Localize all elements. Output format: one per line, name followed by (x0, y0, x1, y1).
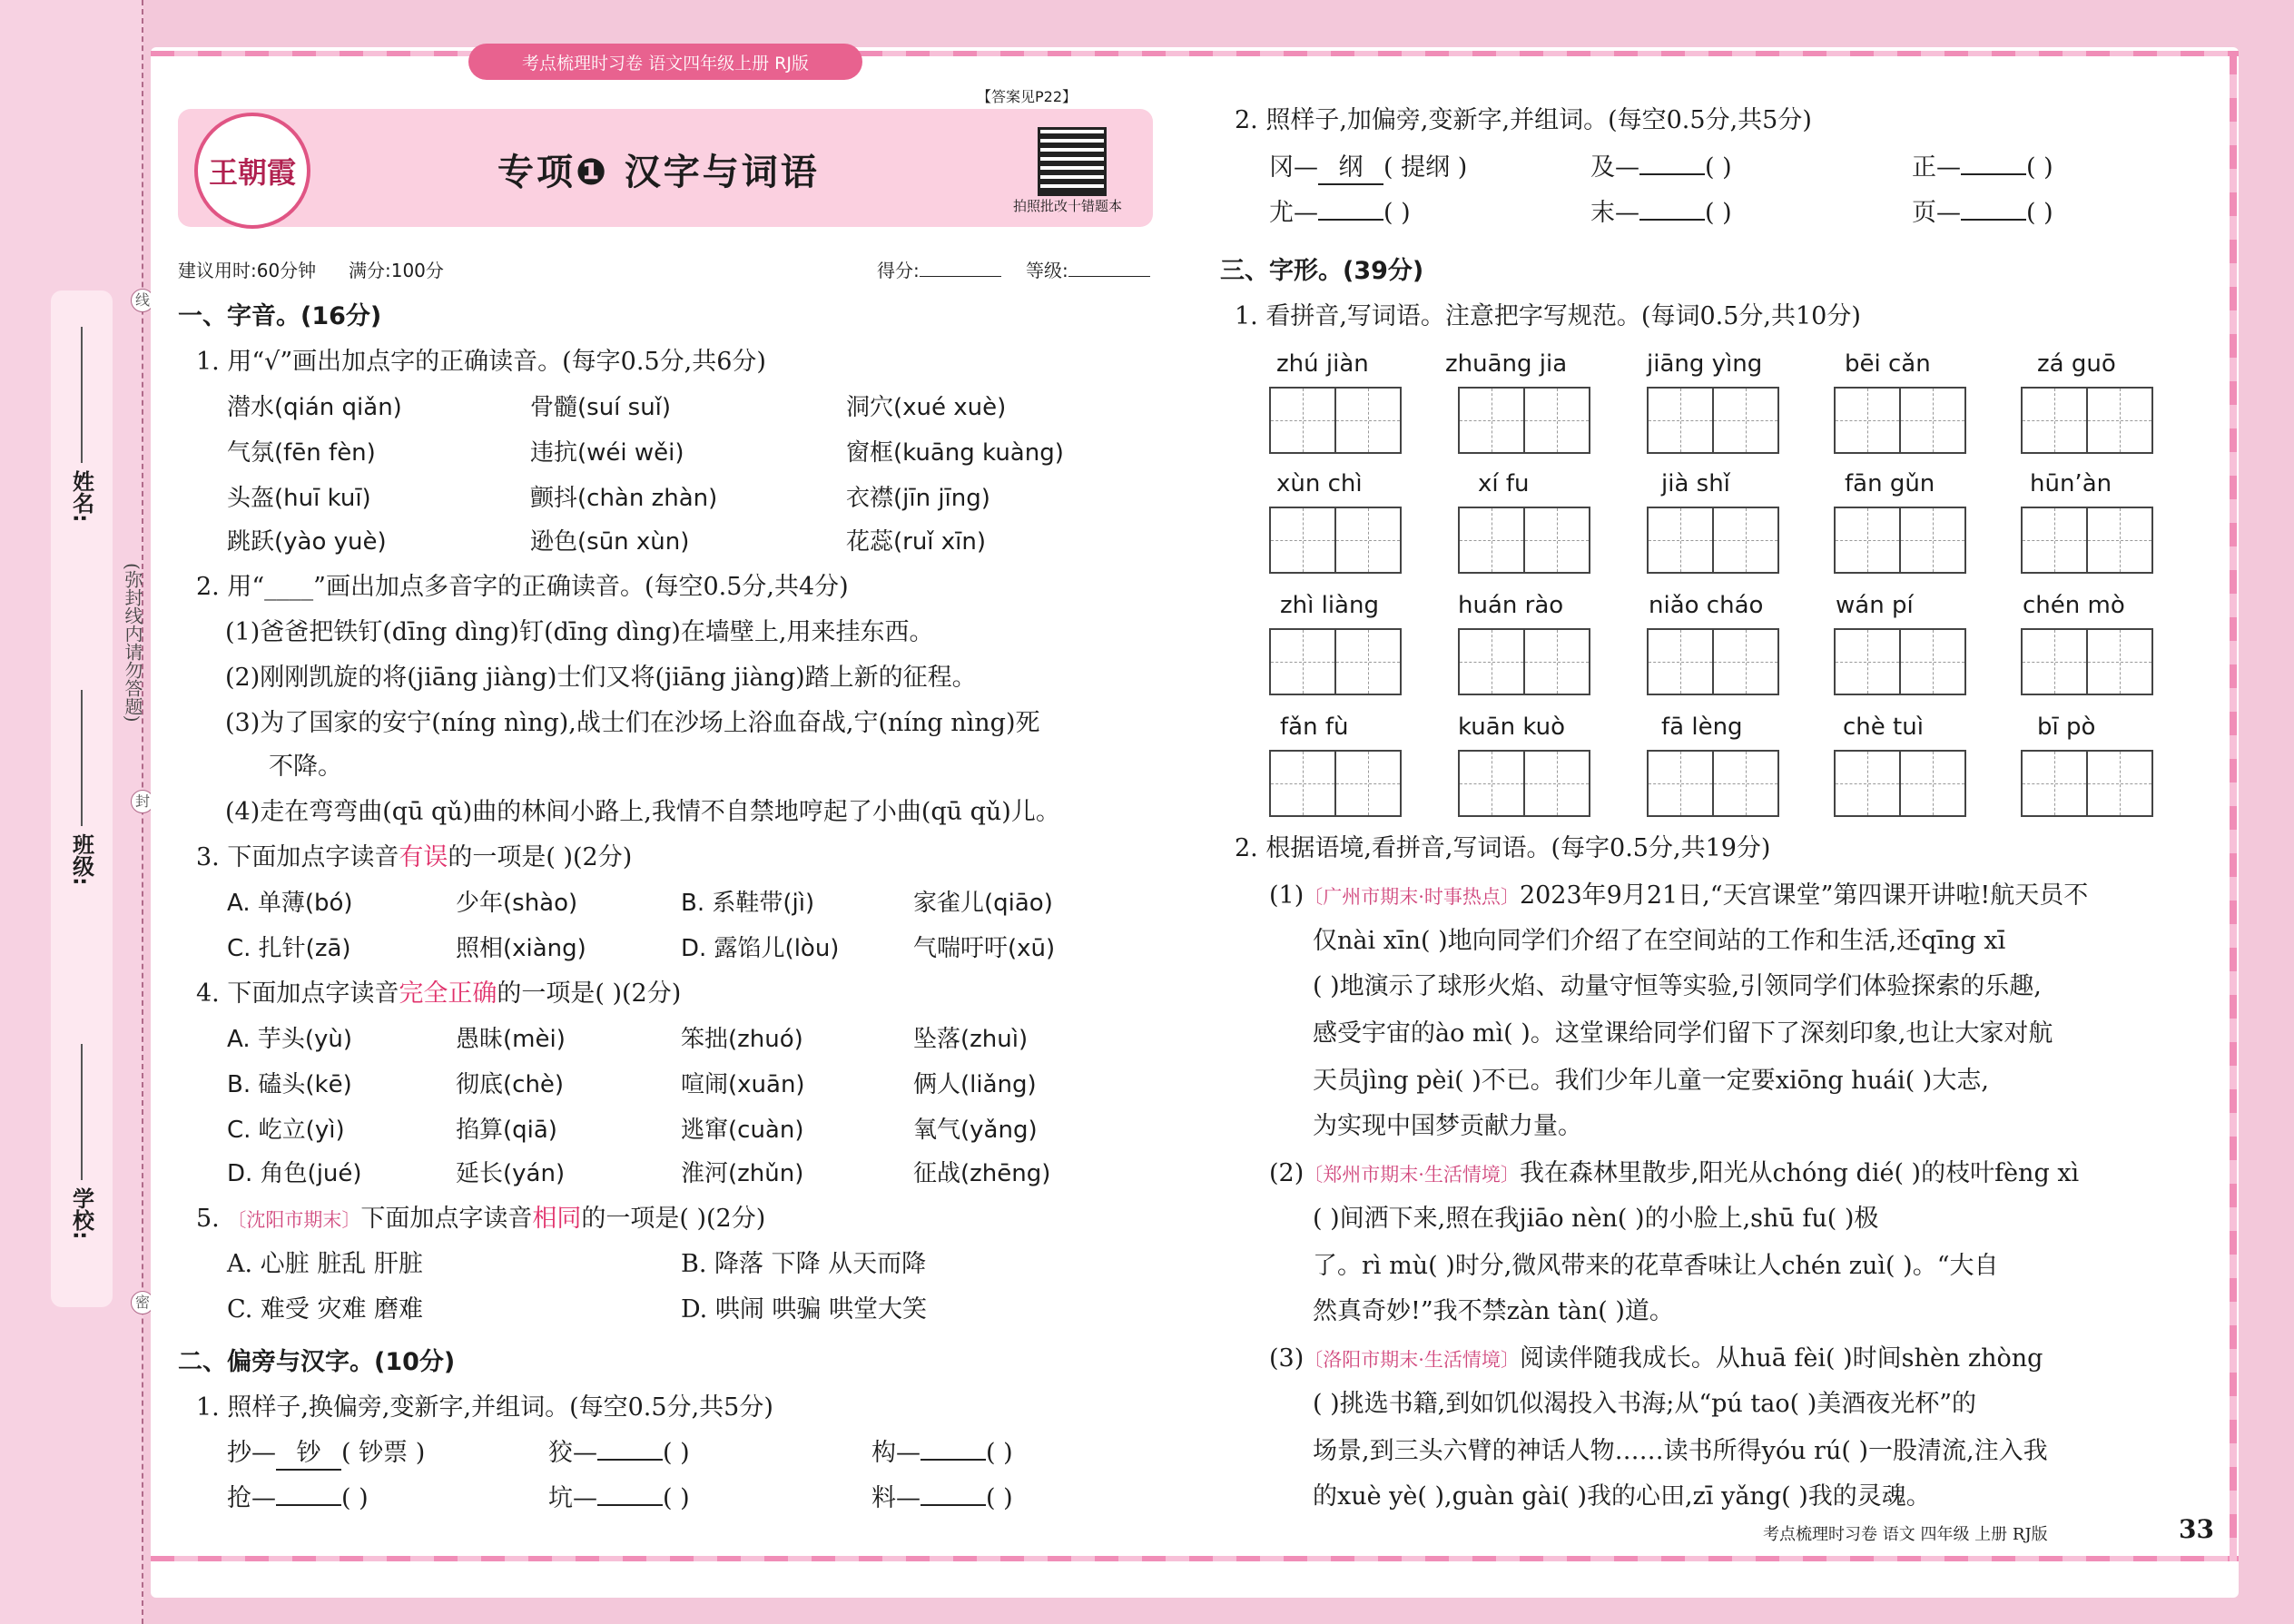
class-field[interactable] (56, 690, 107, 886)
q3-option[interactable]: A. 单薄(bó) (227, 890, 353, 917)
writing-grid[interactable] (1269, 628, 1402, 695)
writing-grid[interactable] (1458, 387, 1590, 454)
s2-q2-item[interactable]: 尤— ( ) (1269, 199, 1411, 227)
right-edge-decoration (2230, 51, 2237, 1561)
writing-grid[interactable] (1269, 750, 1402, 817)
q3-option[interactable]: C. 扎针(zā) (227, 935, 351, 962)
section-title-radicals: 二、偏旁与汉字。(10分) (178, 1348, 456, 1376)
q5-title: 5. 〔沈阳市期末〕下面加点字读音相同的一项是( )(2分) (196, 1205, 766, 1233)
pinyin-label: fǎn fù (1280, 714, 1349, 741)
passage-1-line[interactable]: 仅nài xīn( )地向同学们介绍了在空间站的工作和生活,还qīng xī (1313, 927, 2006, 955)
q5-option[interactable]: A. 心脏 脏乱 肝脏 (227, 1250, 423, 1278)
class-label: 班级: (68, 833, 94, 886)
pinyin-label: chè tuì (1843, 714, 1924, 741)
q5-option[interactable]: B. 降落 下降 从天而降 (681, 1250, 927, 1278)
passage-3-line[interactable]: ( )挑选书籍,到如饥似渴投入书海;从“pú tao( )美酒夜光杯”的 (1313, 1390, 1977, 1418)
q4-option[interactable]: 愚昧(mèi) (456, 1026, 566, 1053)
q3-option[interactable]: D. 露馅儿(lòu) (681, 935, 840, 962)
s2-q1-item[interactable]: 构— ( ) (871, 1439, 1013, 1467)
pinyin-label: wán pí (1836, 592, 1914, 619)
q3-option[interactable]: 气喘吁吁(xū) (913, 935, 1056, 962)
q1-item[interactable]: 花蕊(ruǐ xīn) (846, 528, 987, 556)
pinyin-label: zhì liàng (1280, 592, 1379, 619)
seal-mark-seal: 封 (131, 790, 154, 813)
pinyin-label: fān gǔn (1845, 470, 1935, 497)
pinyin-label: xùn chì (1276, 470, 1363, 497)
s2-q1-item[interactable]: 狡— ( ) (548, 1439, 690, 1467)
pinyin-label: niǎo cháo (1649, 592, 1764, 619)
q1-item[interactable]: 逊色(sūn xùn) (530, 528, 690, 556)
q1-item[interactable]: 衣襟(jīn jīng) (846, 485, 990, 512)
passage-2-line[interactable]: ( )间洒下来,照在我jiāo nèn( )的小脸上,shū fu( )极 (1313, 1205, 1879, 1233)
q4-option[interactable]: 笨拙(zhuó) (681, 1026, 803, 1053)
seal-mark-secret: 密 (131, 1291, 154, 1314)
class-line (81, 690, 83, 826)
s2-q1-item[interactable]: 坑— ( ) (548, 1484, 690, 1512)
q4-option[interactable]: 掐算(qiā) (456, 1117, 557, 1144)
section-title-pronunciation: 一、字音。(16分) (178, 302, 382, 330)
writing-grid[interactable] (1458, 628, 1590, 695)
s2-q1-title: 1. 照样子,换偏旁,变新字,并组词。(每空0.5分,共5分) (196, 1393, 773, 1422)
q2-item[interactable]: (3)为了国家的安宁(níng nìng),战士们在沙场上浴血奋战,宁(níng nìng)死 (225, 709, 1040, 737)
q1-item[interactable]: 气氛(fēn fèn) (227, 439, 376, 467)
writing-grid[interactable] (1647, 750, 1779, 817)
page-title: 专项❶ 汉字与词语 (497, 152, 820, 193)
q1-item[interactable]: 洞穴(xué xuè) (846, 394, 1007, 421)
page-number: 33 (2179, 1514, 2214, 1544)
s2-q2-item[interactable]: 冈— 纲 ( 提纲 ) (1269, 153, 1467, 185)
q1-item[interactable]: 窗框(kuāng kuàng) (846, 439, 1064, 467)
q4-option[interactable]: B. 磕头(kē) (227, 1071, 352, 1098)
q4-title: 4. 下面加点字读音完全正确的一项是( )(2分) (196, 979, 682, 1008)
q3-option[interactable]: 少年(shào) (456, 890, 578, 917)
q4-option[interactable]: C. 屹立(yì) (227, 1117, 345, 1144)
grade-label: 等级: (1026, 256, 1150, 282)
q4-option[interactable]: 延长(yán) (456, 1160, 566, 1187)
q4-option[interactable]: 俩人(liǎng) (913, 1071, 1037, 1098)
passage-1-line: 为实现中国梦贡献力量。 (1313, 1112, 1582, 1140)
s2-q1-item[interactable]: 抢— ( ) (227, 1484, 369, 1512)
school-field[interactable] (56, 1044, 107, 1240)
score-label: 得分: (877, 256, 1001, 282)
q2-item[interactable]: (4)走在弯弯曲(qū qǔ)曲的林间小路上,我情不自禁地哼起了小曲(qū qǔ)儿。 (225, 798, 1060, 826)
writing-grid[interactable] (1269, 387, 1402, 454)
q5-option[interactable]: D. 哄闹 哄骗 哄堂大笑 (681, 1295, 928, 1324)
q4-option[interactable]: 氧气(yǎng) (913, 1117, 1038, 1144)
series-pill: 考点梳理时习卷 语文四年级上册 RJ版 (468, 44, 862, 80)
s2-q1-item[interactable]: 料— ( ) (871, 1484, 1013, 1512)
writing-grid[interactable] (1834, 507, 1966, 574)
pinyin-label: zá guō (2037, 350, 2116, 378)
qr-code-icon[interactable] (1038, 127, 1107, 196)
full-score: 满分:100分 (349, 260, 444, 281)
q1-item[interactable]: 颤抖(chàn zhàn) (530, 485, 718, 512)
top-edge-decoration (151, 51, 2239, 56)
qr-caption: 拍照批改十错题本 (1013, 198, 1123, 214)
passage-3-line[interactable]: 的xuè yè( ),guàn gài( )我的心田,zī yǎng( )我的灵魂。 (1313, 1482, 1931, 1511)
pinyin-label: zhuāng jia (1445, 350, 1568, 378)
writing-grid[interactable] (2021, 507, 2153, 574)
writing-grid[interactable] (1458, 750, 1590, 817)
passage-2-line[interactable]: 然真奇妙!”我不禁zàn tàn( )道。 (1313, 1297, 1674, 1325)
section-title-glyphs: 三、字形。(39分) (1220, 257, 1424, 285)
pinyin-label: xí fu (1478, 470, 1530, 497)
q4-option[interactable]: A. 芋头(yù) (227, 1026, 353, 1053)
name-line (81, 327, 83, 463)
passage-2-line[interactable]: (2)〔郑州市期末·生活情境〕我在森林里散步,阳光从chóng dié( )的枝叶fèng xì (1269, 1159, 2080, 1187)
time-suggestion: 建议用时:60分钟 (178, 260, 317, 281)
writing-grid[interactable] (1647, 628, 1779, 695)
writing-grid[interactable] (1647, 507, 1779, 574)
pinyin-label: jiāng yìng (1647, 350, 1763, 378)
passage-1-line[interactable]: (1)〔广州市期末·时事热点〕2023年9月21日,“天宫课堂”第四课开讲啦!航天员不 (1269, 881, 2089, 910)
s2-q2-item[interactable]: 及— ( ) (1590, 153, 1732, 182)
writing-grid[interactable] (1269, 507, 1402, 574)
school-label: 学校: (68, 1187, 94, 1240)
q4-option[interactable]: D. 角色(jué) (227, 1160, 362, 1187)
name-field[interactable] (56, 327, 107, 523)
q4-option[interactable]: 坠落(zhuì) (913, 1026, 1029, 1053)
q1-title: 1. 用“√”画出加点字的正确读音。(每字0.5分,共6分) (196, 348, 766, 376)
s3-q1-title: 1. 看拼音,写词语。注意把字写规范。(每词0.5分,共10分) (1235, 302, 1861, 330)
q4-option[interactable]: 逃窜(cuàn) (681, 1117, 804, 1144)
seal-mark-line: 线 (131, 289, 154, 312)
q2-item-continued: 不降。 (269, 753, 342, 781)
s3-q2-title: 2. 根据语境,看拼音,写词语。(每字0.5分,共19分) (1235, 834, 1771, 862)
s2-q2-item[interactable]: 正— ( ) (1912, 153, 2053, 182)
q4-option[interactable]: 喧闹(xuān) (681, 1071, 805, 1098)
pinyin-label: jià shǐ (1661, 470, 1730, 497)
pinyin-label: bēi cǎn (1845, 350, 1931, 378)
writing-grid[interactable] (2021, 750, 2153, 817)
q4-option[interactable]: 征战(zhēng) (913, 1160, 1051, 1187)
passage-1-line[interactable]: ( )地演示了球形火焰、动量守恒等实验,引领同学们体验探索的乐趣, (1313, 972, 2042, 1000)
answer-reference: 【答案见P22】 (977, 88, 1078, 105)
passage-3-line[interactable]: (3)〔洛阳市期末·生活情境〕阅读伴随我成长。从huā fèi( )时间shèn zhòng (1269, 1344, 2043, 1373)
s2-q2-title: 2. 照样子,加偏旁,变新字,并组词。(每空0.5分,共5分) (1235, 106, 1812, 134)
pinyin-label: chén mò (2023, 592, 2125, 619)
s2-q2-item[interactable]: 页— ( ) (1912, 199, 2053, 227)
writing-grid[interactable] (1834, 387, 1966, 454)
passage-3-line[interactable]: 场景,到三头六臂的神话人物……读书所得yóu rú( )一股清流,注入我 (1313, 1437, 2048, 1465)
q1-item[interactable]: 骨髓(suí suǐ) (530, 394, 672, 421)
writing-grid[interactable] (1647, 387, 1779, 454)
q3-option[interactable]: 照相(xiàng) (456, 935, 586, 962)
q2-title: 2. 用“____”画出加点多音字的正确读音。(每空0.5分,共4分) (196, 573, 849, 601)
pinyin-label: kuān kuò (1458, 714, 1566, 741)
q1-item[interactable]: 头盔(huī kuī) (227, 485, 371, 512)
q4-option[interactable]: 彻底(chè) (456, 1071, 565, 1098)
pinyin-label: fā lèng (1661, 714, 1743, 741)
passage-1-line[interactable]: 天员jìng pèi( )不已。我们少年儿童一定要xiōng huái( )大志, (1313, 1067, 1989, 1095)
s2-q2-item[interactable]: 末— ( ) (1590, 199, 1732, 227)
writing-grid[interactable] (2021, 628, 2153, 695)
school-line (81, 1044, 83, 1180)
q2-item[interactable]: (1)爸爸把铁钉(dīng dìng)钉(dīng dìng)在墙壁上,用来挂东西。 (225, 618, 934, 646)
bottom-edge-decoration (151, 1556, 2239, 1561)
name-label: 姓名: (68, 470, 94, 523)
writing-grid[interactable] (1834, 750, 1966, 817)
q5-option[interactable]: C. 难受 灾难 磨难 (227, 1295, 424, 1324)
pinyin-label: zhú jiàn (1276, 350, 1369, 378)
s2-q1-item[interactable]: 抄— 钞 ( 钞票 ) (227, 1438, 425, 1471)
pinyin-label: hūn’àn (2030, 470, 2112, 497)
page-footer: 考点梳理时习卷 语文 四年级 上册 RJ版 (1763, 1525, 2048, 1544)
passage-1-line[interactable]: 感受宇宙的ào mì( )。这堂课给同学们留下了深刻印象,也让大家对航 (1313, 1019, 2053, 1048)
q1-item[interactable]: 跳跃(yào yuè) (227, 528, 387, 556)
q3-title: 3. 下面加点字读音有误的一项是( )(2分) (196, 843, 633, 871)
q1-item[interactable]: 潜水(qián qiǎn) (227, 394, 402, 421)
q4-option[interactable]: 淮河(zhǔn) (681, 1160, 804, 1187)
writing-grid[interactable] (1834, 628, 1966, 695)
pinyin-label: huán rào (1458, 592, 1564, 619)
q3-option[interactable]: B. 系鞋带(jì) (681, 890, 815, 917)
writing-grid[interactable] (2021, 387, 2153, 454)
publisher-logo: 王朝霞 (194, 113, 310, 229)
passage-2-line[interactable]: 了。rì mù( )时分,微风带来的花草香味让人chén zuì( )。“大自 (1313, 1252, 1999, 1280)
q3-option[interactable]: 家雀儿(qiāo) (913, 890, 1053, 917)
writing-grid[interactable] (1458, 507, 1590, 574)
seal-notice: (弥封线内请勿答题) (122, 563, 143, 723)
q2-item[interactable]: (2)刚刚凯旋的将(jiāng jiàng)士们又将(jiāng jiàng)踏上新的征程。 (225, 664, 977, 692)
pinyin-label: bī pò (2037, 714, 2096, 741)
q1-item[interactable]: 违抗(wéi wěi) (530, 439, 684, 467)
